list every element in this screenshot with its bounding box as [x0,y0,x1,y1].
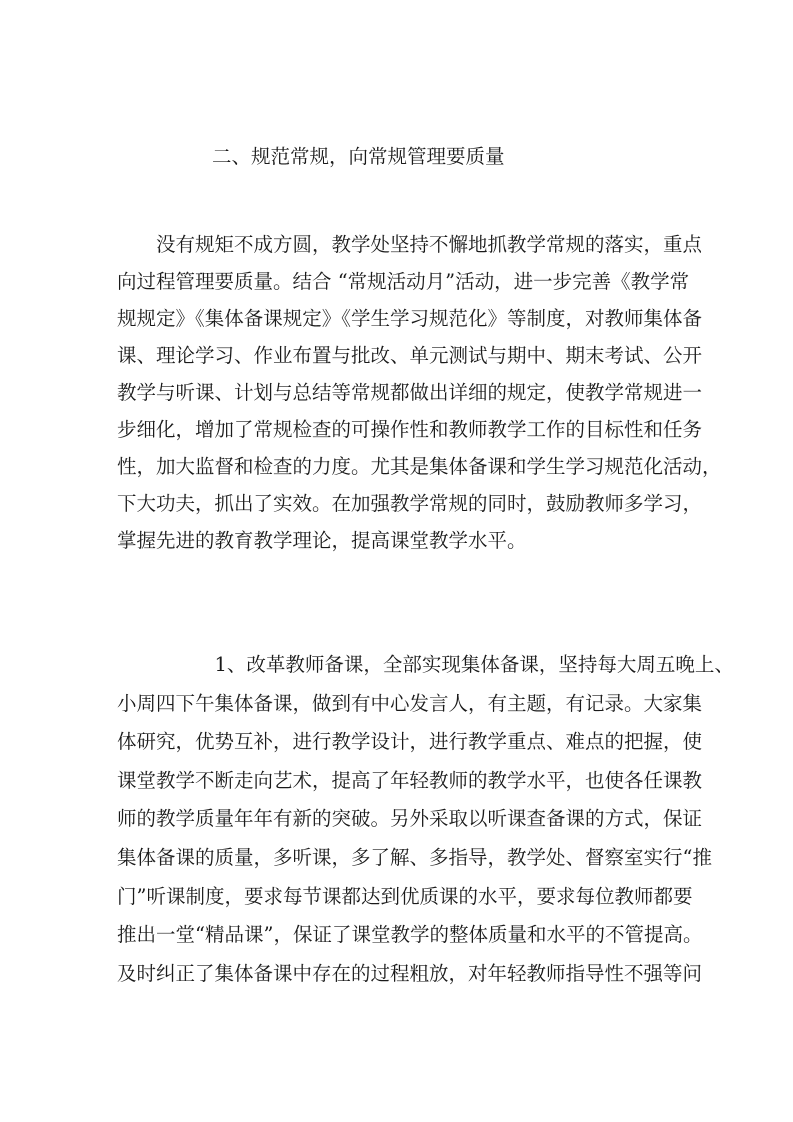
text-line: 步细化，增加了常规检查的可操作性和教师教学工作的目标性和任务 [117,418,703,441]
text-line: 门”听课制度，要求每节课都达到优质课的水平，要求每位教师都要 [117,884,693,908]
text-line: 小周四下午集体备课，做到有中心发言人，有主题，有记录。大家集 [117,691,703,715]
text-line: 体研究，优势互补，进行教学设计，进行教学重点、难点的把握，使 [117,730,703,754]
text-line: 向过程管理要质量。结合 “常规活动月”活动，进一步完善《教学常 [117,270,690,293]
text-line: 性，加大监督和检查的力度。尤其是集体备课和学生学习规范化活动， [117,455,722,478]
text-line: 规规定》《集体备课规定》《学生学习规范化》等制度，对教师集体备 [117,307,703,330]
text-line: 集体备课的质量，多听课，多了解、多指导，教学处、督察室实行“推 [117,846,712,869]
text-line: 掌握先进的教育教学理论，提高课堂教学水平。 [117,529,527,552]
text-line: 1、改革教师备课，全部实现集体备课，坚持每大周五晚上、 [117,653,734,676]
text-line: 没有规矩不成方圆，教学处坚持不懈地抓教学常规的落实，重点 [117,233,703,256]
text-line: 教学与听课、计划与总结等常规都做出详细的规定，使教学常规进一 [117,381,703,404]
section-heading: 二、规范常规，向常规管理要质量 [212,145,505,168]
text-line: 师的教学质量年年有新的突破。另外采取以听课查备课的方式，保证 [117,807,703,831]
text-line: 推出一堂“精品课”，保证了课堂教学的整体质量和水平的不管提高。 [117,923,703,947]
text-line: 及时纠正了集体备课中存在的过程粗放，对年轻教师指导性不强等问 [117,961,703,985]
text-line: 课堂教学不断走向艺术，提高了年轻教师的教学水平，也使各任课教 [117,768,703,792]
text-line: 课、理论学习、作业布置与批改、单元测试与期中、期末考试、公开 [117,344,703,367]
text-line: 下大功夫，抓出了实效。在加强教学常规的同时，鼓励教师多学习， [117,492,703,515]
